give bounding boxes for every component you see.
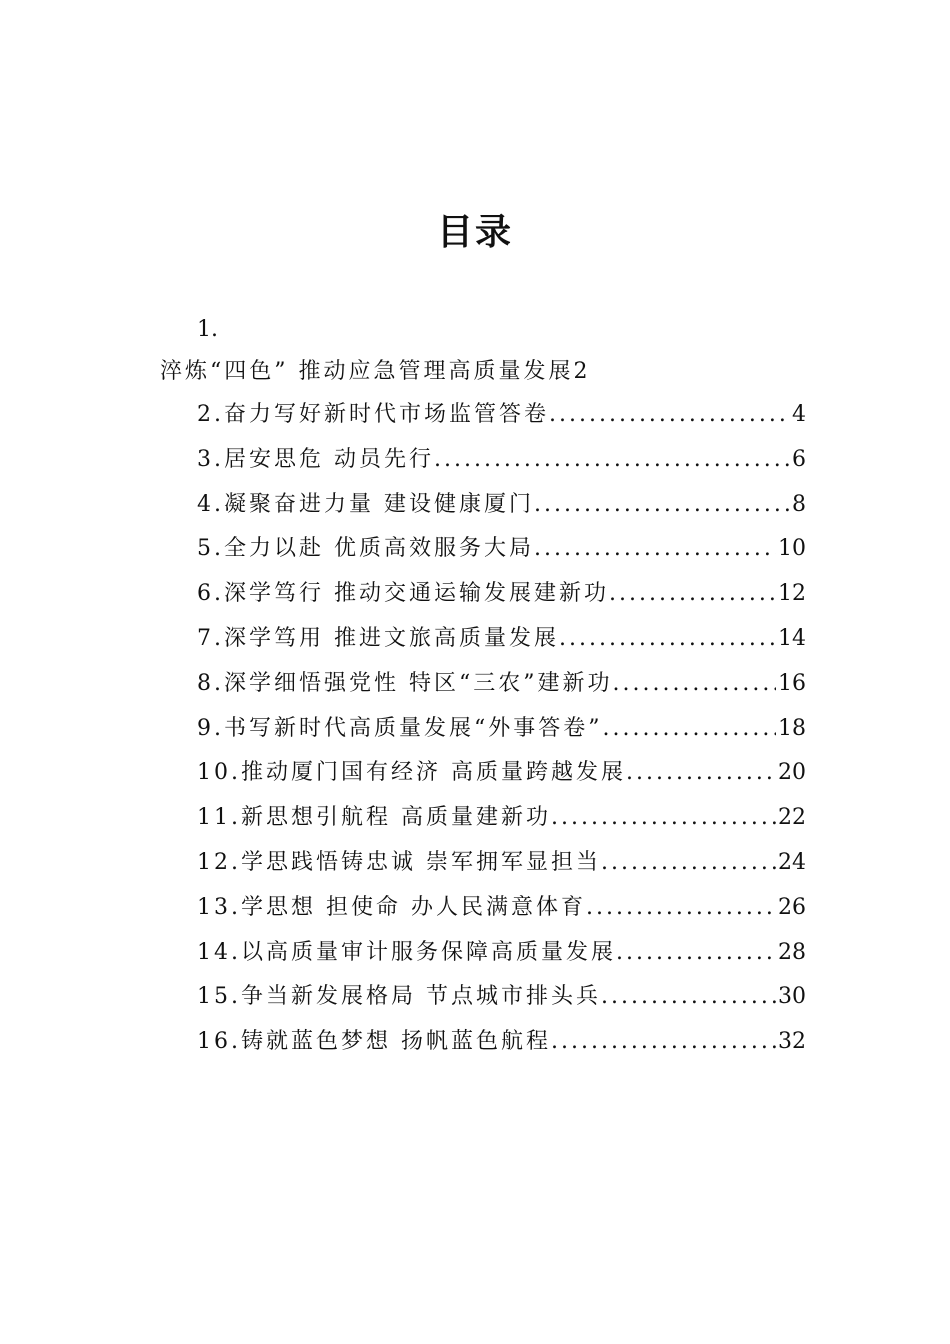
toc-entry[interactable] [197,892,806,937]
toc-entry-label: 2.奋力写好新时代市场监管答卷 [197,402,549,427]
dot-leader [603,713,777,745]
toc-entry-1[interactable] [160,356,591,388]
toc-entry[interactable] [197,533,806,578]
dot-leader [534,489,790,521]
toc-entry[interactable] [197,668,806,713]
toc-entry-page: 28 [778,939,806,965]
dot-leader [534,533,776,565]
toc-entry-label: 6.深学笃行 推动交通运输发展建新功 [197,581,609,607]
toc-entry-label: 13.学思想 担使命 办人民满意体育 [197,894,586,920]
dot-leader [612,668,776,700]
toc-entry[interactable] [197,1026,806,1071]
toc-entry-label: 5.全力以赴 优质高效服务大局 [197,536,534,562]
dot-leader [549,399,790,431]
toc-entry-page: 20 [778,760,806,786]
toc-entry[interactable] [197,847,806,892]
toc-entry-page: 26 [778,894,806,920]
toc-entry-label: 8.深学细悟强党性 特区“三农”建新功 [197,670,613,696]
toc-entry-page: 12 [778,581,806,607]
toc-entry-page: 18 [778,715,806,741]
toc-entry-page: 8 [792,491,806,517]
toc-entry[interactable] [197,713,806,758]
toc-entry-1-number: 1. [197,317,218,342]
toc-entry-label: 9.书写新时代高质量发展“外事答卷” [197,715,603,741]
toc-entry-page: 6 [792,446,806,472]
toc-entry[interactable] [197,489,806,534]
toc-entry-page: 4 [792,402,806,427]
toc-entry-1-label: 淬炼“四色” 推动应急管理高质量发展 [160,359,574,384]
page-title: 目录 [436,211,513,253]
dot-leader [609,578,776,610]
toc-entry-label: 16.铸就蓝色梦想 扬帆蓝色航程 [197,1029,551,1055]
toc-entry[interactable] [197,623,806,668]
toc-entry-label: 15.争当新发展格局 节点城市排头兵 [197,984,601,1010]
toc-entry-1-page: 2 [573,359,591,384]
toc-entry-label: 7.深学笃用 推进文旅高质量发展 [197,625,559,651]
toc-entry[interactable] [197,981,806,1026]
toc-entry-label: 11.新思想引航程 高质量建新功 [197,805,551,831]
toc-entry[interactable] [197,757,806,802]
toc-entry[interactable] [197,937,806,982]
toc-entry-page: 24 [778,849,806,875]
dot-leader [551,802,776,834]
table-of-contents [197,399,806,1071]
toc-entry[interactable] [197,578,806,623]
toc-entry-label: 4.凝聚奋进力量 建设健康厦门 [197,491,534,517]
toc-entry-label: 10.推动厦门国有经济 高质量跨越发展 [197,760,626,786]
toc-entry-label: 12.学思践悟铸忠诚 崇军拥军显担当 [197,849,601,875]
dot-leader [551,1026,776,1058]
toc-entry-page: 16 [778,670,806,696]
toc-entry[interactable] [197,444,806,489]
toc-entry-label: 14.以高质量审计服务保障高质量发展 [197,939,616,965]
toc-entry-page: 10 [778,536,806,562]
toc-entry-page: 22 [778,805,806,831]
dot-leader [434,444,790,476]
dot-leader [601,981,776,1013]
dot-leader [559,623,776,655]
toc-entry-page: 32 [778,1029,806,1055]
dot-leader [616,937,776,969]
toc-entry-page: 14 [778,625,806,651]
dot-leader [626,757,776,789]
dot-leader [586,892,776,924]
toc-entry[interactable] [197,802,806,847]
dot-leader [601,847,776,879]
toc-entry-page: 30 [778,984,806,1010]
toc-entry[interactable] [197,399,806,444]
toc-entry-label: 3.居安思危 动员先行 [197,446,434,472]
